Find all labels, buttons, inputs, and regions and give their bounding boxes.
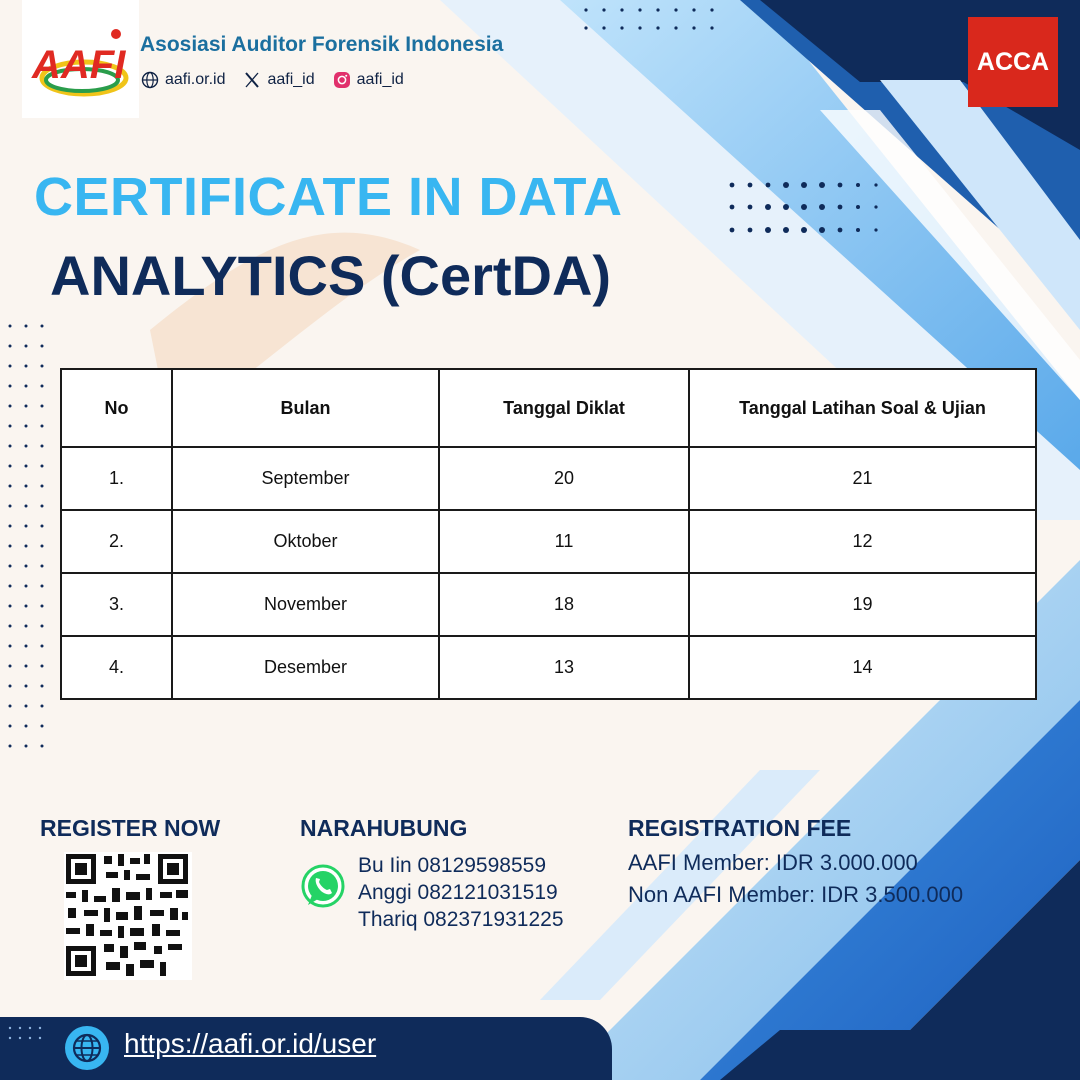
globe-icon[interactable] [64,1025,110,1071]
table-header-row [61,369,1036,447]
table-row [61,636,1036,699]
cell-no: 2. [61,510,172,573]
social-instagram-label: aafi_id [356,71,404,88]
instagram-icon [333,71,351,89]
fee-non-member: Non AAFI Member: IDR 3.500.000 [628,882,964,907]
cell-bulan: Oktober [172,510,439,573]
aafi-logo-mark [22,0,139,118]
cell-tanggal-ujian: 19 [689,573,1036,636]
cell-no: 1. [61,447,172,510]
table-row [61,447,1036,510]
contact-line[interactable]: Thariq 082371931225 [358,908,564,931]
contact-heading: NARAHUBUNG [300,815,468,841]
header-bulan: Bulan [172,369,439,447]
cell-tanggal-ujian: 12 [689,510,1036,573]
logo-text: AAFI [32,43,126,87]
cell-bulan: September [172,447,439,510]
cell-no: 4. [61,636,172,699]
fee-member: AAFI Member: IDR 3.000.000 [628,850,918,875]
contact-line[interactable]: Bu Iin 08129598559 [358,854,547,877]
contact-line[interactable]: Anggi 082121031519 [358,881,558,904]
x-logo-icon [243,71,261,89]
cell-tanggal-ujian: 21 [689,447,1036,510]
qr-code-icon[interactable] [64,852,192,980]
header-tanggal-diklat: Tanggal Diklat [439,369,689,447]
table-row [61,510,1036,573]
contact-list [358,852,564,933]
org-name: Asosiasi Auditor Forensik Indonesia [140,33,504,56]
social-website[interactable] [141,71,225,89]
whatsapp-icon[interactable] [300,863,346,909]
social-website-label: aafi.or.id [165,71,226,88]
fee-heading: REGISTRATION FEE [628,815,852,841]
cell-tanggal-diklat: 13 [439,636,689,699]
header-no: No [61,369,172,447]
globe-icon [141,71,159,89]
aafi-logo [22,0,139,118]
fee-list [628,847,963,911]
qr-code-graphic [64,852,192,980]
cell-tanggal-diklat: 18 [439,573,689,636]
cell-tanggal-diklat: 20 [439,447,689,510]
registration-url-link[interactable]: https://aafi.or.id/user [124,1028,377,1059]
table-row [61,573,1036,636]
page-title-line2: ANALYTICS (CertDA) [50,244,612,307]
cell-tanggal-ujian: 14 [689,636,1036,699]
acca-logo: ACCA [968,17,1058,107]
dots-decoration [6,1025,46,1045]
social-instagram[interactable] [333,71,404,89]
social-x-label: aafi_id [267,71,315,88]
cell-bulan: Desember [172,636,439,699]
page-title-line1: CERTIFICATE IN DATA [34,167,623,227]
header-tanggal-ujian: Tanggal Latihan Soal & Ujian [689,369,1036,447]
schedule-table [60,368,1037,700]
social-x[interactable] [243,71,314,89]
register-heading: REGISTER NOW [40,815,221,841]
social-row [141,71,422,89]
cell-bulan: November [172,573,439,636]
cell-tanggal-diklat: 11 [439,510,689,573]
cell-no: 3. [61,573,172,636]
